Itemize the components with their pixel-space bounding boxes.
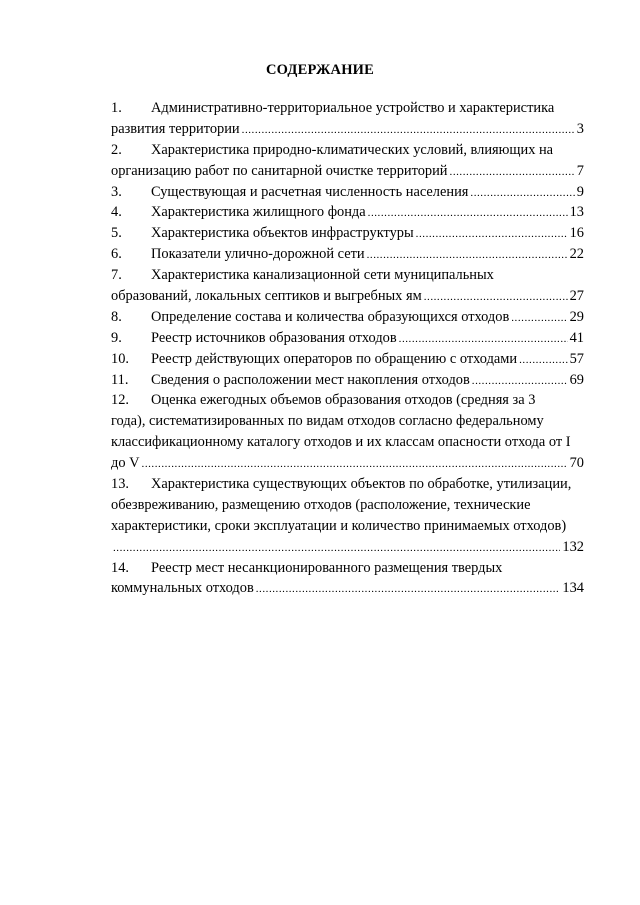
dot-leader bbox=[472, 370, 568, 392]
toc-entry-text: Реестр источников образования отходов bbox=[151, 329, 397, 346]
toc-line bbox=[111, 265, 584, 286]
toc-entry bbox=[111, 390, 584, 474]
dot-leader bbox=[511, 307, 567, 329]
toc-page-number: 7 bbox=[576, 162, 584, 179]
toc-page-number: 9 bbox=[576, 183, 584, 200]
toc-entry-number: 12. bbox=[111, 392, 129, 409]
toc-entry-number: 3. bbox=[111, 183, 122, 200]
toc-line bbox=[111, 474, 584, 495]
toc-entry-text: Существующая и расчетная численность населения bbox=[151, 183, 469, 200]
toc-page-number: 70 bbox=[569, 455, 584, 472]
dot-leader bbox=[256, 578, 561, 600]
toc-line bbox=[111, 432, 584, 453]
toc-entry bbox=[111, 370, 584, 391]
toc-entry-text: Характеристика природно-климатических условий, влияющих на bbox=[151, 141, 554, 158]
toc-line bbox=[111, 244, 584, 265]
toc-entry-text: Сведения о расположении мест накопления отходов bbox=[151, 371, 470, 388]
toc-entry bbox=[111, 244, 584, 265]
toc-page-number: 69 bbox=[569, 371, 584, 388]
toc-entry-text: Характеристика объектов инфраструктуры bbox=[151, 225, 414, 242]
toc-line bbox=[111, 328, 584, 349]
toc-line bbox=[111, 578, 584, 599]
page-title: СОДЕРЖАНИЕ bbox=[265, 62, 375, 78]
toc-page-number: 132 bbox=[562, 538, 584, 555]
toc-entry bbox=[111, 140, 584, 182]
toc-entry-number: 4. bbox=[111, 204, 122, 221]
toc-entry-number: 9. bbox=[111, 329, 122, 346]
toc-entry-text: Реестр действующих операторов по обращению с отходами bbox=[151, 350, 518, 367]
dot-leader bbox=[367, 244, 568, 266]
toc-line bbox=[111, 202, 584, 223]
toc-entry-number: 1. bbox=[111, 100, 122, 116]
toc-page-number: 134 bbox=[562, 580, 584, 597]
toc-entry-number: 11. bbox=[111, 371, 129, 388]
dot-leader bbox=[470, 182, 574, 204]
toc-entry-text: Показатели улично-дорожной сети bbox=[151, 246, 365, 263]
toc-line bbox=[111, 119, 584, 140]
toc-entry bbox=[111, 558, 584, 600]
toc-entry-number: 10. bbox=[111, 350, 129, 367]
dot-leader bbox=[142, 453, 568, 475]
toc-entry-number: 6. bbox=[111, 246, 122, 263]
toc-line bbox=[111, 223, 584, 244]
toc-entry-number: 7. bbox=[111, 267, 122, 284]
dot-leader bbox=[368, 202, 568, 224]
toc-line bbox=[111, 307, 584, 328]
toc-entry-text: Административно-территориальное устройство и характеристика bbox=[151, 100, 555, 116]
toc-entry-text: характеристики, сроки эксплуатации и количество принимаемых отходов) bbox=[111, 517, 567, 534]
toc-page-number: 29 bbox=[569, 308, 584, 325]
toc-line bbox=[111, 537, 584, 558]
dot-leader bbox=[113, 537, 560, 559]
toc-page-number: 3 bbox=[576, 120, 584, 137]
toc-entry-text: развития территории bbox=[111, 120, 240, 137]
toc-entry-number: 13. bbox=[111, 476, 129, 493]
toc-line bbox=[111, 161, 584, 182]
toc-entry-number: 14. bbox=[111, 559, 129, 576]
toc-entry bbox=[111, 349, 584, 370]
toc-entry bbox=[111, 265, 584, 307]
toc-line bbox=[111, 411, 584, 432]
toc-entry bbox=[111, 474, 584, 558]
toc-entry bbox=[111, 307, 584, 328]
toc-entry-text: Оценка ежегодных объемов образования отходов (средняя за 3 bbox=[151, 392, 536, 409]
toc-line bbox=[111, 98, 584, 119]
toc-line bbox=[111, 516, 584, 537]
toc-page-number: 41 bbox=[569, 329, 584, 346]
dot-leader bbox=[424, 286, 568, 308]
toc-entry-text: Определение состава и количества образующихся отходов bbox=[151, 308, 510, 325]
dot-leader bbox=[519, 349, 567, 371]
toc-line bbox=[111, 140, 584, 161]
toc-line bbox=[111, 182, 584, 203]
toc-page-number: 27 bbox=[569, 288, 584, 305]
toc-entry bbox=[111, 182, 584, 203]
toc-line bbox=[111, 390, 584, 411]
toc-line bbox=[111, 370, 584, 391]
toc-entry bbox=[111, 202, 584, 223]
toc-line bbox=[111, 453, 584, 474]
toc-line bbox=[111, 286, 584, 307]
toc-entry bbox=[111, 98, 584, 140]
toc-line bbox=[111, 558, 584, 579]
toc-page-number: 16 bbox=[569, 225, 584, 242]
toc-page-number: 13 bbox=[569, 204, 584, 221]
toc-entry-text: Характеристика канализационной сети муниципальных bbox=[151, 267, 494, 284]
toc-line bbox=[111, 495, 584, 516]
dot-leader bbox=[399, 328, 568, 350]
toc-entry bbox=[111, 223, 584, 244]
toc-entry-text: организацию работ по санитарной очистке территорий bbox=[111, 162, 448, 179]
toc-entry-text: обезвреживанию, размещению отходов (расположение, технические bbox=[111, 496, 531, 513]
toc-entry-text: Характеристика жилищного фонда bbox=[151, 204, 366, 221]
toc-entry bbox=[111, 328, 584, 349]
toc-entry-text: коммунальных отходов bbox=[111, 580, 254, 597]
dot-leader bbox=[416, 223, 568, 245]
toc-entry-number: 5. bbox=[111, 225, 122, 242]
toc-entry-number: 8. bbox=[111, 308, 122, 325]
toc-page-number: 22 bbox=[569, 246, 584, 263]
toc-page-number: 57 bbox=[569, 350, 584, 367]
toc-line bbox=[111, 349, 584, 370]
toc-entry-text: до V bbox=[111, 455, 140, 472]
dot-leader bbox=[242, 119, 575, 141]
toc-entry-text: года), систематизированных по видам отходов согласно федеральному bbox=[111, 413, 544, 430]
toc-entry-text: Характеристика существующих объектов по обработке, утилизации, bbox=[151, 476, 572, 493]
toc-entry-number: 2. bbox=[111, 141, 122, 158]
table-of-contents bbox=[111, 98, 584, 599]
toc-entry-text: Реестр мест несанкционированного размещения твердых bbox=[151, 559, 503, 576]
toc-entry-text: классификационному каталогу отходов и их классам опасности отхода от I bbox=[111, 434, 571, 451]
dot-leader bbox=[450, 161, 575, 183]
toc-entry-text: образований, локальных септиков и выгребных ям bbox=[111, 288, 422, 305]
